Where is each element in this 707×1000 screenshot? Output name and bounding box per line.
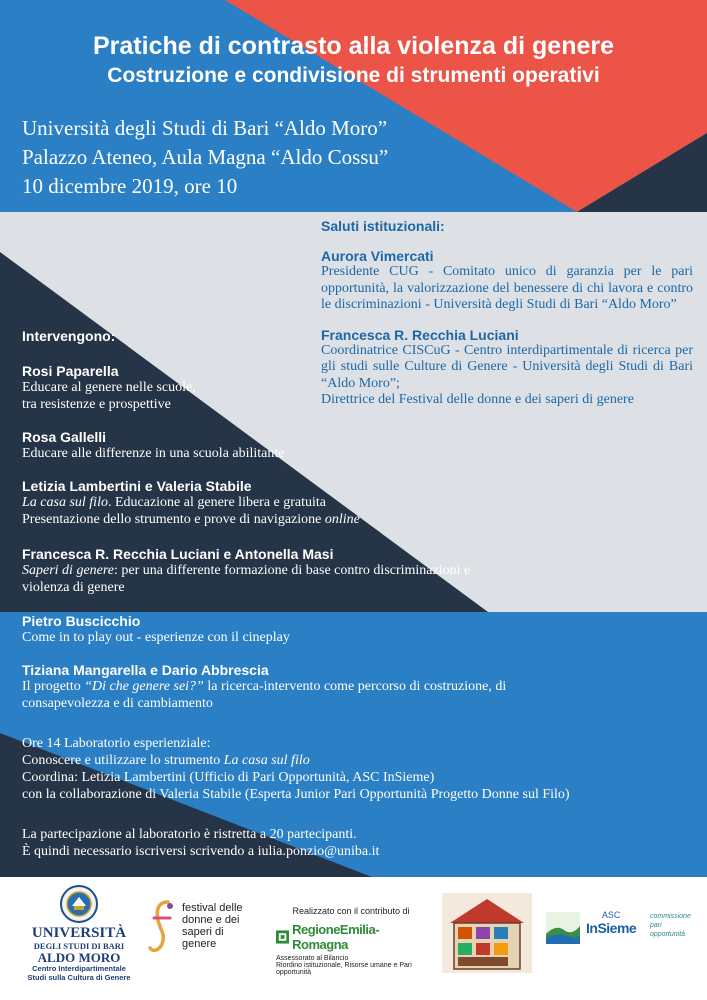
talk-description: Educare al genere nelle scuole, [22, 380, 196, 395]
talk-description-pre: Presentazione dello strumento e prove di navigazione [22, 512, 325, 527]
uniba-name: UNIVERSITÀ [31, 925, 127, 941]
regione-contribution: Realizzato con il contributo di [292, 906, 410, 916]
workshop-collaboration: con la collaborazione di Valeria Stabile (Esperta Junior Pari Opportunità Progetto Donne sul Filo) [22, 787, 570, 802]
talk-description: Educare alle differenze in una scuola abilitante [22, 446, 285, 461]
logo-regione [276, 906, 426, 976]
talk-item [22, 662, 702, 712]
talk-title: Saperi di genere [22, 563, 115, 578]
workshop-tool-name: La casa sul filo [223, 753, 310, 768]
festival-line: saperi di [182, 926, 224, 938]
regione-department-sub: Riordino istituzionale, Risorse umane e Pari opportunità [276, 962, 412, 976]
talk-description-rest: la ricerca-intervento come percorso di costruzione, di [203, 679, 507, 694]
talk-speaker: Rosa Gallelli [22, 429, 107, 445]
commissione-line: commissione [650, 913, 691, 920]
regione-emblem-icon [276, 930, 289, 944]
uniba-center-sub: Studi sulla Cultura di Genere [27, 973, 131, 982]
regione-name: RegioneEmilia-Romagna [292, 922, 380, 952]
logo-uniba [18, 878, 140, 982]
notice-line: È quindi necessario iscriversi scrivendo a iulia.ponzio@uniba.it [22, 844, 380, 859]
talk-title: “Di che genere sei?” [84, 679, 204, 694]
talk-description-pre: Il progetto [22, 679, 85, 694]
talk-item [22, 429, 702, 462]
notice-line: La partecipazione al laboratorio è ristretta a 20 partecipanti. [22, 827, 357, 842]
talk-speaker: Pietro Buscicchio [22, 613, 141, 629]
talk-item [22, 546, 702, 596]
commissione-logo [650, 912, 691, 939]
festival-mark-icon [148, 898, 178, 956]
talk-speaker: Tiziana Mangarella e Dario Abbrescia [22, 662, 269, 678]
festival-line: festival delle [182, 902, 243, 914]
insieme-name: InSieme [586, 920, 637, 936]
talk-speaker: Rosi Paparella [22, 363, 119, 379]
workshop-time: Ore 14 Laboratorio esperienziale: [22, 736, 211, 751]
talk-description-rest: : per una differente formazione di base contro discriminazioni e [114, 563, 471, 578]
workshop-coordinator: Coordina: Letizia Lambertini (Ufficio di Pari Opportunità, ASC InSieme) [22, 770, 435, 785]
commissione-line: opportunità [650, 931, 686, 938]
registration-notice [22, 826, 702, 860]
talk-speaker: Francesca R. Recchia Luciani e Antonella Masi [22, 546, 334, 562]
talk-description [22, 511, 702, 528]
greeting-speaker-role-extra: Direttrice del Festival delle donne e dei saperi di genere [321, 392, 634, 407]
talk-speaker: Letizia Lambertini e Valeria Stabile [22, 478, 252, 494]
workshop-description-pre: Conoscere e utilizzare lo strumento [22, 753, 224, 768]
talk-item [22, 363, 702, 413]
commissione-line: pari [650, 922, 662, 929]
insieme-asc: ASC [601, 910, 621, 920]
talk-description: violenza di genere [22, 580, 125, 595]
uniba-name-sub: DEGLI STUDI DI BARI [33, 941, 125, 951]
talk-description [22, 678, 702, 695]
uniba-center: Centro Interdipartimentale [32, 964, 126, 973]
workshop-section [22, 735, 702, 803]
event-subtitle: Costruzione e condivisione di strumenti operativi [107, 64, 600, 87]
greeting-speaker-role: Coordinatrice CISCuG - Centro interdipartimentale di ricerca per gli studi sulle Culture di Genere - Università degli Studi di Bari “Aldo Moro”; [321, 342, 693, 391]
insieme-landscape-icon [546, 912, 580, 944]
venue-hall: Palazzo Ateneo, Aula Magna “Aldo Cossu” [22, 145, 389, 169]
talk-description-rest: . Educazione al genere libera e gratuita [107, 495, 327, 510]
greetings-heading: Saluti istituzionali: [321, 218, 445, 234]
venue-university: Università degli Studi di Bari “Aldo Moro” [22, 116, 388, 140]
talk-description-italic: online [324, 512, 360, 527]
talk-title: La casa sul filo [22, 495, 108, 510]
festival-line: genere [182, 938, 217, 950]
talk-item [22, 613, 702, 646]
greeting-speaker-role: Presidente CUG - Comitato unico di garanzia per le pari opportunità, la valorizzazione del benessere di chi lavora e contro le discriminazioni - Università degli Studi di Bari “Aldo Moro” [321, 264, 693, 312]
talks-heading: Intervengono: [22, 328, 116, 344]
greeting-speaker-name: Francesca R. Recchia Luciani [321, 326, 519, 343]
greeting-speaker-name: Aurora Vimercati [321, 248, 434, 264]
regione-department: Assessorato al Bilancio [276, 955, 349, 962]
festival-line: donne e dei [182, 914, 240, 926]
talk-item [22, 478, 702, 528]
event-title: Pratiche di contrasto alla violenza di genere [93, 32, 614, 60]
talk-description [22, 494, 702, 511]
talk-description: Come in to play out - esperienze con il cineplay [22, 630, 290, 645]
casa-sul-filo-image [442, 893, 532, 973]
event-date: 10 dicembre 2019, ore 10 [22, 174, 238, 198]
uniba-seal-icon [59, 884, 99, 924]
uniba-aldo-moro: ALDO MORO [37, 950, 121, 965]
workshop-description [22, 752, 702, 769]
talk-description [22, 562, 702, 579]
talk-description: consapevolezza e di cambiamento [22, 696, 213, 711]
talk-description: tra resistenze e prospettive [22, 397, 171, 412]
